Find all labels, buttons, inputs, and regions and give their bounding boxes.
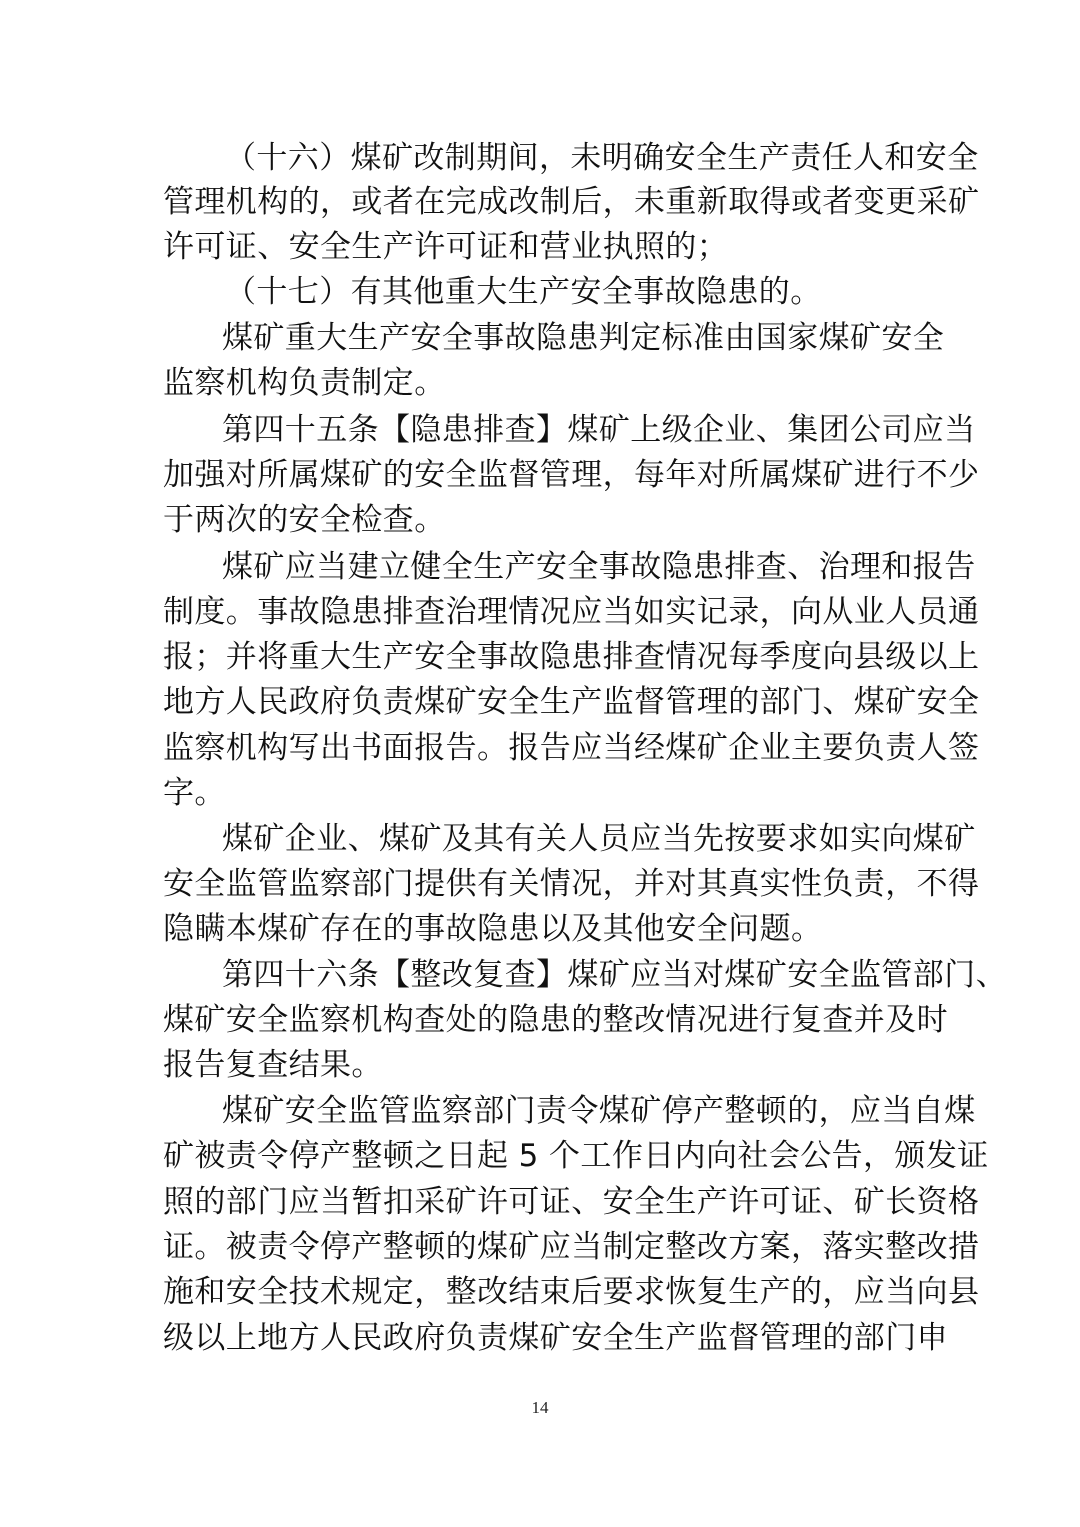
text-line: 煤矿应当建立健全生产安全事故隐患排查、治理和报告	[222, 549, 976, 585]
text-line: （十七）有其他重大生产安全事故隐患的。	[225, 274, 822, 310]
text-line: 煤矿重大生产安全事故隐患判定标准由国家煤矿安全	[222, 320, 945, 356]
text-line: 级以上地方人民政府负责煤矿安全生产监督管理的部门申	[163, 1320, 948, 1356]
text-line: 照的部门应当暂扣采矿许可证、安全生产许可证、矿长资格	[163, 1184, 980, 1220]
text-line: 加强对所属煤矿的安全监督管理，每年对所属煤矿进行不少	[163, 457, 980, 493]
text-line: 证。被责令停产整顿的煤矿应当制定整改方案，落实整改措	[163, 1229, 980, 1265]
text-line: 管理机构的，或者在完成改制后，未重新取得或者变更采矿	[163, 184, 980, 220]
text-line: 制度。事故隐患排查治理情况应当如实记录，向从业人员通	[163, 594, 980, 630]
text-line: 矿被责令停产整顿之日起 5 个工作日内向社会公告，颁发证	[163, 1138, 989, 1174]
text-line: 煤矿安全监察机构查处的隐患的整改情况进行复查并及时	[163, 1002, 948, 1038]
text-line: 许可证、安全生产许可证和营业执照的；	[163, 229, 729, 265]
text-line: 监察机构写出书面报告。报告应当经煤矿企业主要负责人签	[163, 730, 980, 766]
text-line: 字。	[163, 775, 226, 811]
text-line: 报；并将重大生产安全事故隐患排查情况每季度向县级以上	[163, 639, 980, 675]
text-line: 第四十五条【隐患排查】煤矿上级企业、集团公司应当	[222, 412, 976, 448]
page-number: 14	[531, 1398, 549, 1417]
text-line: 安全监管监察部门提供有关情况，并对其真实性负责，不得	[163, 866, 980, 902]
text-line: 地方人民政府负责煤矿安全生产监督管理的部门、煤矿安全	[163, 684, 980, 720]
text-line: 于两次的安全检查。	[163, 502, 446, 538]
text-line: 施和安全技术规定，整改结束后要求恢复生产的，应当向县	[163, 1274, 980, 1310]
text-line: 报告复查结果。	[163, 1047, 383, 1083]
text-line: 煤矿安全监管监察部门责令煤矿停产整顿的，应当自煤	[222, 1093, 976, 1129]
text-line: （十六）煤矿改制期间，未明确安全生产责任人和安全	[225, 140, 979, 176]
text-line: 隐瞒本煤矿存在的事故隐患以及其他安全问题。	[163, 911, 823, 947]
text-line: 煤矿企业、煤矿及其有关人员应当先按要求如实向煤矿	[222, 821, 976, 857]
text-line: 监察机构负责制定。	[163, 365, 446, 401]
text-line: 第四十六条【整改复查】煤矿应当对煤矿安全监管部门、	[222, 957, 1007, 993]
